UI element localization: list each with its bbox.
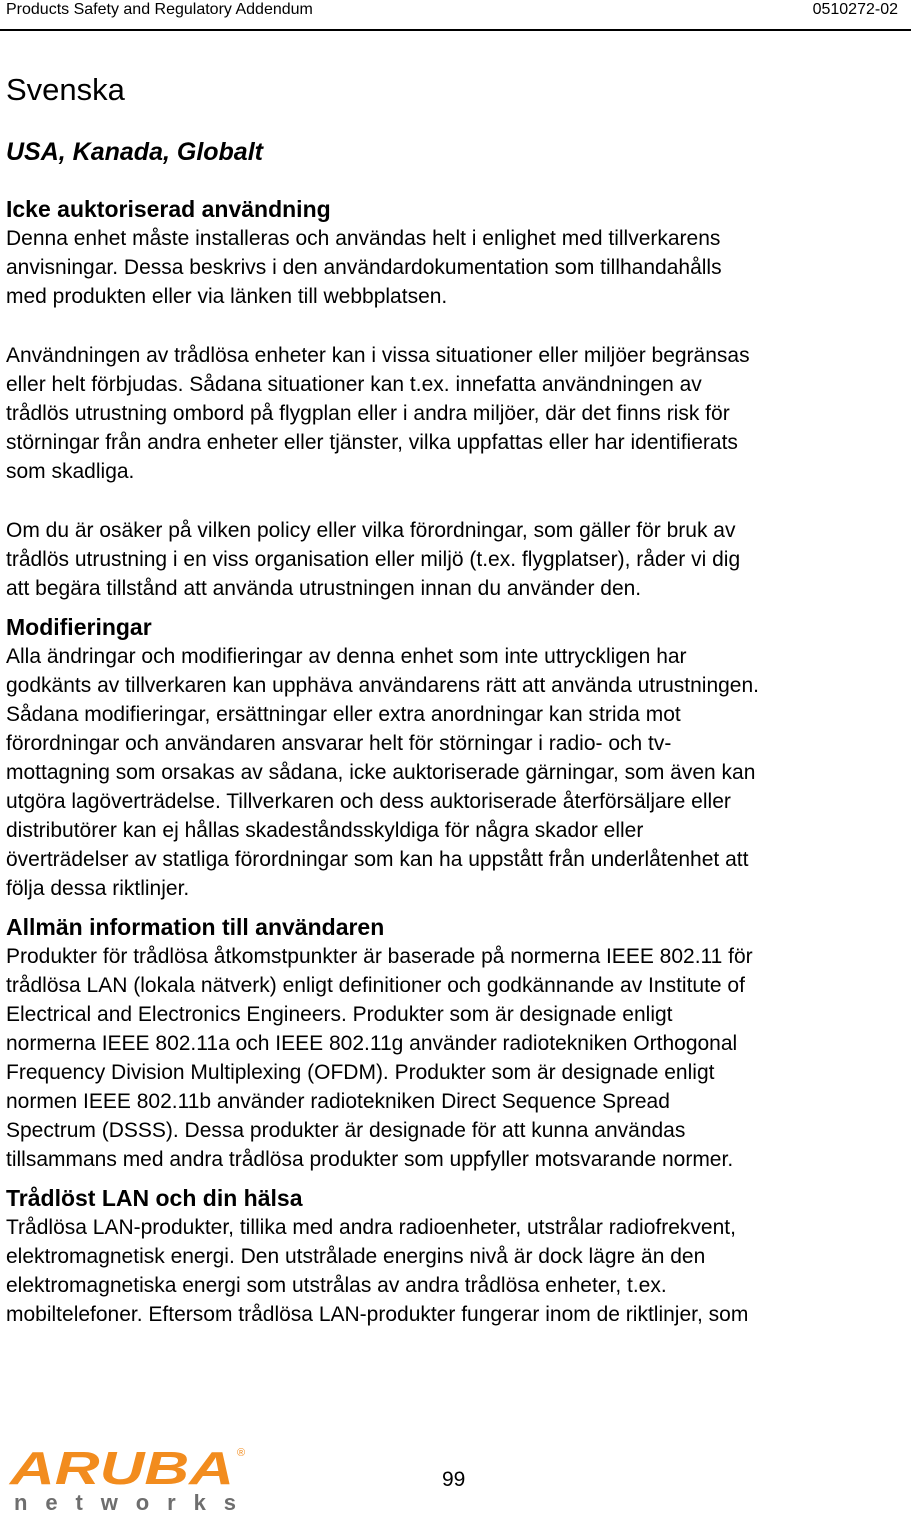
header-divider bbox=[0, 29, 911, 31]
text-line: Spectrum (DSSS). Dessa produkter är designade för att kunna användas bbox=[6, 1119, 686, 1142]
text-line: tillsammans med andra trådlösa produkter som uppfyller motsvarande normer. bbox=[6, 1148, 734, 1171]
text-line: eller helt förbjudas. Sådana situationer kan t.ex. innefatta användningen av bbox=[6, 373, 702, 396]
text-line: anvisningar. Dessa beskrivs i den användardokumentation som tillhandahålls bbox=[6, 256, 722, 279]
text-line: överträdelser av statliga förordningar som kan ha uppstått från underlåtenhet att bbox=[6, 848, 749, 871]
heading-general-information: Allmän information till användaren bbox=[6, 914, 385, 940]
text-line: Trådlösa LAN-produkter, tillika med andra radioenheter, utstrålar radiofrekvent, bbox=[6, 1216, 736, 1239]
page-number: 99 bbox=[442, 1468, 466, 1491]
text-line: störningar från andra enheter eller tjänster, vilka uppfattas eller har identifierats bbox=[6, 431, 738, 454]
text-line: att begära tillstånd att använda utrustningen innan du använder den. bbox=[6, 577, 642, 600]
text-line: Alla ändringar och modifieringar av denna enhet som inte uttryckligen har bbox=[6, 645, 687, 668]
paragraph-unauthorized-2 bbox=[6, 341, 904, 486]
logo-registered-mark: ® bbox=[237, 1447, 246, 1459]
text-line: normen IEEE 802.11b använder radiotekniken Direct Sequence Spread bbox=[6, 1090, 670, 1113]
document-number: 0510272-02 bbox=[812, 1, 898, 18]
text-line: trådlös utrustning ombord på flygplan eller i andra miljöer, där det finns risk för bbox=[6, 402, 730, 425]
text-line: Användningen av trådlösa enheter kan i vissa situationer eller miljöer begränsas bbox=[6, 344, 750, 367]
heading-modifications: Modifieringar bbox=[6, 614, 152, 640]
text-line: normerna IEEE 802.11a och IEEE 802.11g använder radiotekniken Orthogonal bbox=[6, 1032, 738, 1055]
text-line: Electrical and Electronics Engineers. Produkter som är designade enligt bbox=[6, 1003, 673, 1026]
text-line: trådlös utrustning i en viss organisation eller miljö (t.ex. flygplatser), råder vi dig bbox=[6, 548, 741, 571]
text-line: mobiltelefoner. Eftersom trådlösa LAN-produkter fungerar inom de riktlinjer, som bbox=[6, 1303, 749, 1326]
paragraph-unauthorized-1 bbox=[6, 224, 904, 311]
text-line: elektromagnetiska energi som utstrålas av andra trådlösa enheter, t.ex. bbox=[6, 1274, 667, 1297]
text-line: distributörer kan ej hållas skadeståndsskyldiga för några skador eller bbox=[6, 819, 644, 842]
logo-wordmark: ARUBA bbox=[8, 1442, 235, 1494]
language-heading: Svenska bbox=[6, 72, 125, 107]
text-line: Denna enhet måste installeras och användas helt i enlighet med tillverkarens bbox=[6, 227, 721, 250]
logo-subtitle: networks bbox=[14, 1490, 237, 1512]
paragraph-wlan-health bbox=[6, 1213, 904, 1329]
text-line: Om du är osäker på vilken policy eller vilka förordningar, som gäller för bruk av bbox=[6, 519, 736, 542]
text-line: följa dessa riktlinjer. bbox=[6, 877, 190, 900]
page-header bbox=[0, 0, 911, 30]
text-line: elektromagnetisk energi. Den utstrålade energins nivå är dock lägre än den bbox=[6, 1245, 706, 1268]
text-line: godkänts av tillverkaren kan upphäva användarens rätt att använda utrustningen. bbox=[6, 674, 759, 697]
text-line: med produkten eller via länken till webbplatsen. bbox=[6, 285, 448, 308]
text-line: trådlösa LAN (lokala nätverk) enligt definitioner och godkännande av Institute of bbox=[6, 974, 745, 997]
paragraph-unauthorized-3 bbox=[6, 516, 904, 603]
text-line: Frequency Division Multiplexing (OFDM). Produkter som är designade enligt bbox=[6, 1061, 715, 1084]
document-title: Products Safety and Regulatory Addendum bbox=[6, 1, 313, 18]
text-line: mottagning som orsakas av sådana, icke auktoriserade gärningar, som även kan bbox=[6, 761, 756, 784]
text-line: Sådana modifieringar, ersättningar eller extra anordningar kan strida mot bbox=[6, 703, 681, 726]
text-line: förordningar och användaren ansvarar helt för störningar i radio- och tv- bbox=[6, 732, 672, 755]
text-line: utgöra lagöverträdelse. Tillverkaren och dess auktoriserade återförsäljare eller bbox=[6, 790, 731, 813]
paragraph-general-information bbox=[6, 942, 904, 1174]
heading-wlan-health: Trådlöst LAN och din hälsa bbox=[6, 1185, 303, 1211]
heading-unauthorized-use: Icke auktoriserad användning bbox=[6, 196, 331, 222]
aruba-networks-logo bbox=[4, 1440, 252, 1512]
paragraph-modifications bbox=[6, 642, 904, 903]
text-line: Produkter för trådlösa åtkomstpunkter är baserade på normerna IEEE 802.11 för bbox=[6, 945, 753, 968]
region-heading: USA, Kanada, Globalt bbox=[6, 138, 263, 166]
text-line: som skadliga. bbox=[6, 460, 135, 483]
page-body bbox=[6, 70, 904, 1329]
